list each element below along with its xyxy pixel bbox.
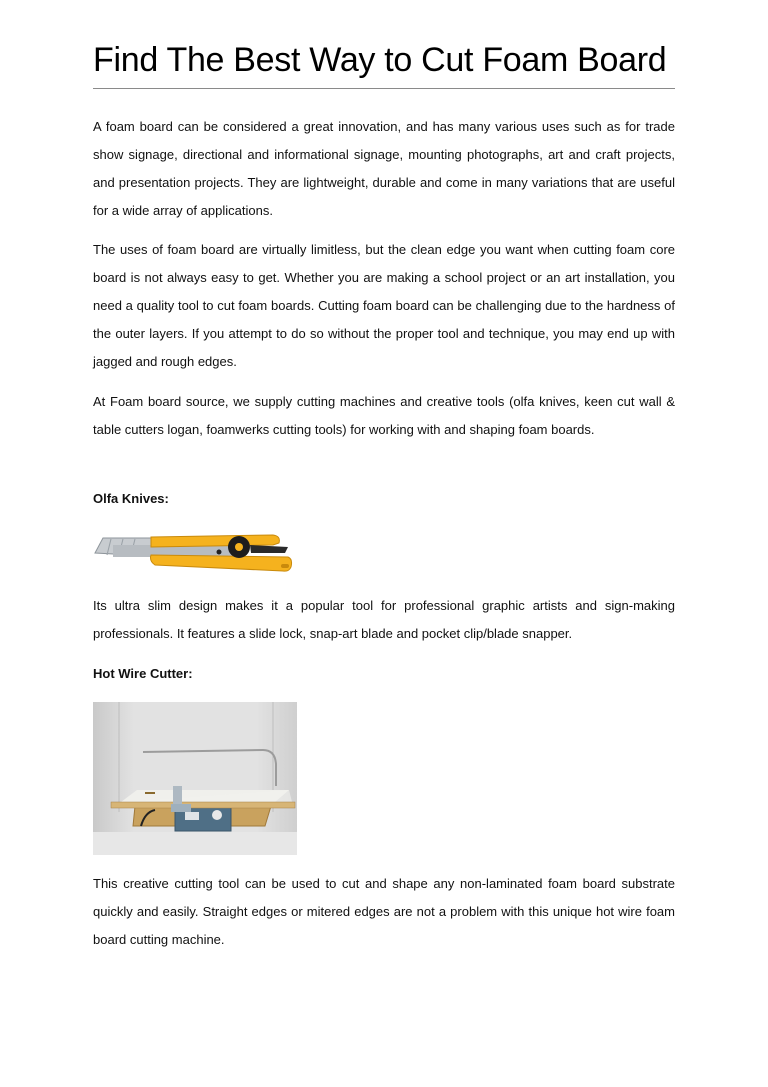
intro-paragraph: A foam board can be considered a great innovation, and has many various uses such as for trade show signage, directional and informational signage, mounting photographs, art and craft projects, and presentation projects. They are lightweight, durable and come in many variations that are useful for a wide array of applications. <box>93 119 675 218</box>
olfa-knives-heading: Olfa Knives: <box>93 491 169 506</box>
hot-wire-cutter-description: This creative cutting tool can be used to cut and shape any non-laminated foam board substrate quickly and easily. Straight edges or mitered edges are not a problem with this unique hot wire foam board cutting machine. <box>93 876 675 947</box>
olfa-knife-photo <box>93 523 298 577</box>
supply-paragraph: At Foam board source, we supply cutting machines and creative tools (olfa knives, keen cut wall & table cutters logan, foamwerks cutting tools) for working with and shaping foam boards. <box>93 394 675 437</box>
page-title: Find The Best Way to Cut Foam Board <box>93 41 667 79</box>
uses-paragraph: The uses of foam board are virtually limitless, but the clean edge you want when cutting foam core board is not always easy to get. Whether you are making a school project or an art installation, you need a quality tool to cut foam boards. Cutting foam board can be challenging due to the hardness of the outer layers. If you attempt to do so without the proper tool and technique, you may end up with jagged and rough edges. <box>93 242 675 369</box>
olfa-knives-description: Its ultra slim design makes it a popular tool for professional graphic artists and sign-making professionals. It features a slide lock, snap-art blade and pocket clip/blade snapper. <box>93 598 675 641</box>
hot-wire-cutter-heading: Hot Wire Cutter: <box>93 666 193 681</box>
hot-wire-cutter-photo <box>93 702 297 855</box>
title-divider <box>93 88 675 89</box>
